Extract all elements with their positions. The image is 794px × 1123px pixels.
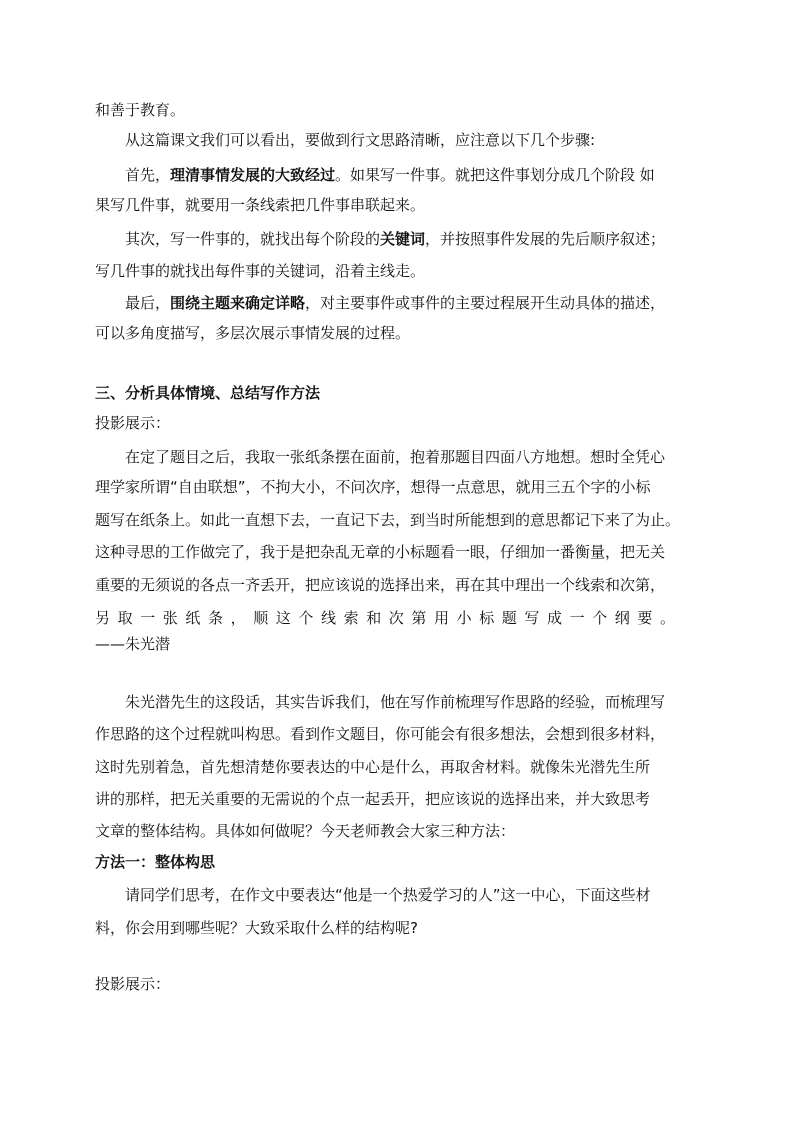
text-line: [125, 229, 705, 249]
paragraph-line: 作思路的这个过程就叫构思。看到作文题目，你可能会有很多想法，会想到很多材料，: [95, 725, 666, 743]
text-span: 。如果写一件事。就把这件事划分成几个阶段 如: [335, 166, 655, 184]
quote-line: 题写在纸条上。如此一直想下去，一直记下去，到当时所能想到的意思都记下来了为止。: [95, 511, 681, 529]
bold-keyphrase: 理清事情发展的大致经过: [170, 166, 336, 184]
text-line: [125, 165, 705, 185]
text-span: 其次，写一件事的，就找出每个阶段的: [125, 230, 381, 248]
quote-line: 这种寻思的工作做完了，我于是把杂乱无章的小标题看一眼，仔细加一番衡量，把无关: [95, 543, 666, 561]
quote-line: 在定了题目之后，我取一张纸条摆在面前，抱着那题目四面八方地想。想时全凭心: [125, 448, 666, 466]
paragraph-line: 讲的那样，把无关重要的无需说的个点一起丢开，把应该说的选择出来，并大致思考: [95, 790, 651, 808]
quote-line: 另取一张纸条，顺这个线索和次第用小标题写成一个纲要。: [95, 609, 683, 627]
quote-line: 重要的无须说的各点一齐丢开，把应该说的选择出来，再在其中理出一个线索和次第，: [95, 576, 666, 594]
text-span: ，并按照事件发展的先后顺序叙述；: [425, 230, 666, 248]
paragraph-line: 料，你会用到哪些呢？大致采取什么样的结构呢?: [95, 919, 418, 937]
method-heading: 方法一：整体构思: [95, 853, 216, 871]
text-line: 果写几件事，就要用一条线索把几件事串联起来。: [95, 196, 426, 214]
paragraph-line: 文章的整体结构。具体如何做呢？今天老师教会大家三种方法：: [95, 822, 516, 840]
text-line: 从这篇课文我们可以看出，要做到行文思路清晰，应注意以下几个步骤:: [125, 131, 596, 149]
projection-label: 投影展示：: [95, 975, 171, 993]
paragraph-line: 这时先别着急，首先想清楚你要表达的中心是什么，再取舍材料。就像朱光潜先生所: [95, 758, 651, 776]
section-heading: 三、分析具体情境、总结写作方法: [95, 384, 321, 402]
paragraph-line: 请同学们思考，在作文中要表达“他是一个热爱学习的人”这一中心，下面这些材: [125, 886, 651, 904]
quote-line: 理学家所谓“自由联想”，不拘大小，不问次序，想得一点意思，就用三五个字的小标: [95, 478, 651, 496]
text-span: 首先，: [125, 166, 171, 184]
text-span: ，对主要事件或事件的主要过程展开生动具体的描述，: [305, 294, 666, 312]
text-line: [125, 293, 705, 313]
bold-keyphrase: 围绕主题来确定详略: [170, 294, 306, 312]
text-span: 最后，: [125, 294, 171, 312]
projection-label: 投影展示：: [95, 414, 171, 432]
paragraph-line: 朱光潜先生的这段话，其实告诉我们，他在写作前梳理写作思路的经验，而梳理写: [125, 693, 666, 711]
text-line: 和善于教育。: [95, 101, 186, 119]
quote-attribution: ——朱光潜: [95, 635, 171, 653]
bold-keyphrase: 关键词: [380, 230, 426, 248]
text-line: 可以多角度描写，多层次展示事情发展的过程。: [95, 324, 411, 342]
text-line: 写几件事的就找出每件事的关键词，沿着主线走。: [95, 262, 426, 280]
